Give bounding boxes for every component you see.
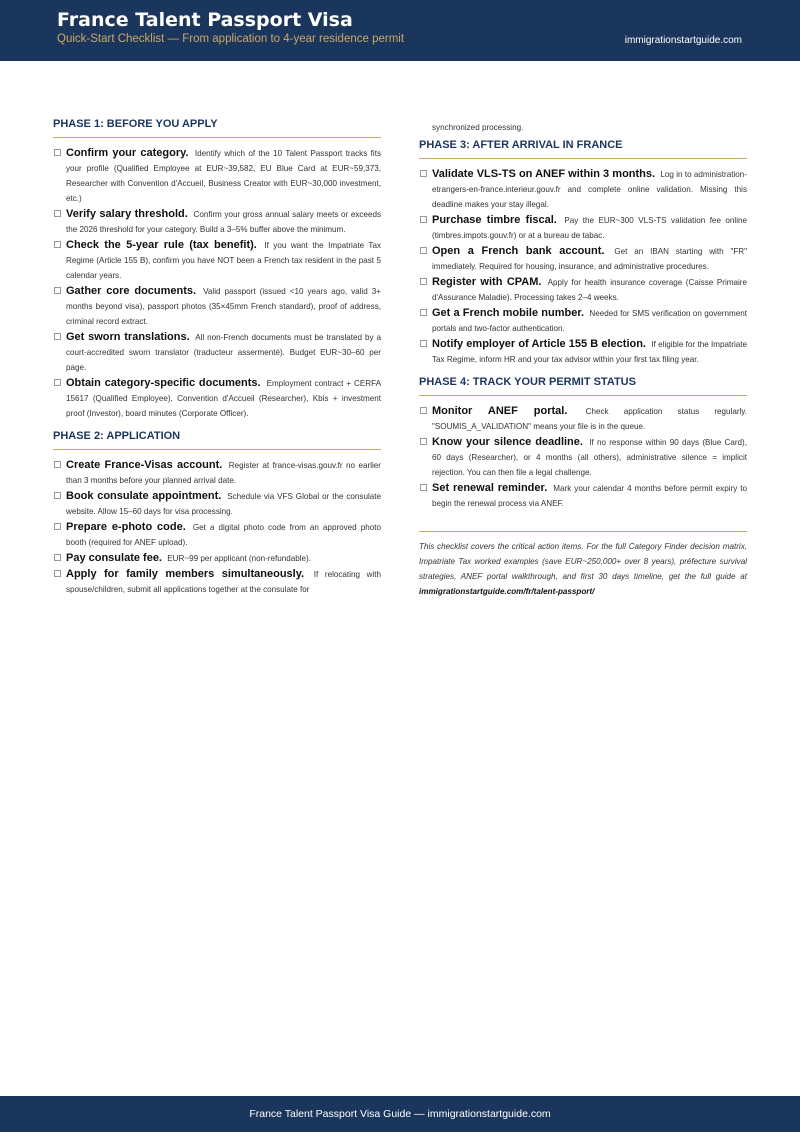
item-title: Register with CPAM. — [432, 276, 542, 288]
phase1-heading: PHASE 1: BEFORE YOU APPLY — [53, 118, 381, 138]
checkbox[interactable] — [54, 149, 61, 156]
checklist-item — [53, 489, 381, 519]
item-description: Get a digital photo code from an approved photo booth (required for ANEF upload). — [66, 523, 382, 547]
checklist-item — [419, 275, 747, 305]
item-description: Confirm your gross annual salary meets or exceeds the 2026 threshold for your category. Build a 3–5% buffer above the minimum. — [66, 210, 382, 234]
checklist-item — [419, 435, 747, 480]
item-title: Get sworn translations. — [66, 331, 190, 343]
item-description: EUR~99 per applicant (non-refundable). — [167, 554, 312, 563]
item-description: If you want the Impatriate Tax Regime (Article 155 B), confirm you have NOT been a French tax resident in the past 5 calendar years. — [66, 241, 382, 280]
item-title: Gather core documents. — [66, 285, 197, 297]
item-title: Pay consulate fee. — [66, 552, 162, 564]
item-description: Employment contract + CERFA 15617 (Qualified Employee), Convention d'Accueil (Researcher), Kbis + investment proof (Investor), board minutes (Corporate Officer). — [66, 379, 382, 418]
item-title: Apply for family members simultaneously. — [66, 568, 305, 580]
checklist-item — [419, 167, 747, 212]
header-site-link[interactable]: immigrationstartguide.com — [624, 35, 742, 46]
left-column — [53, 118, 381, 598]
footer-text: France Talent Passport Visa Guide — immigrationstartguide.com — [249, 1108, 551, 1120]
item-title: Verify salary threshold. — [66, 208, 188, 220]
checkbox[interactable] — [54, 333, 61, 340]
item-description: Needed for SMS verification on government portals and two-factor authentication. — [432, 309, 748, 333]
item-title: Know your silence deadline. — [432, 436, 583, 448]
checkbox[interactable] — [420, 216, 427, 223]
checkbox[interactable] — [54, 241, 61, 248]
guide-note — [419, 531, 747, 599]
item-title: Confirm your category. — [66, 147, 189, 159]
page-header — [0, 0, 800, 61]
page-title: France Talent Passport Visa — [57, 9, 353, 31]
checklist-item — [53, 284, 381, 329]
item-description: Mark your calendar 4 months before permit expiry to begin the renewal process via ANEF. — [432, 484, 748, 508]
checkbox[interactable] — [420, 407, 427, 414]
item-description: Pay the EUR~300 VLS-TS validation fee online (timbres.impots.gouv.fr) or at a bureau de tabac. — [432, 216, 747, 240]
item-description: Identify which of the 10 Talent Passport tracks fits your profile (Qualified Employee at EUR~39,582, EU Blue Card at EUR~59,373, Researcher with Convention d'Accueil, Business Creator with EUR~30,000 investment, etc.) — [66, 149, 381, 203]
item-description: Schedule via VFS Global or the consulate website. Allow 15–60 days for visa processing. — [66, 492, 381, 516]
item-title: Validate VLS-TS on ANEF within 3 months. — [432, 168, 656, 180]
checkbox[interactable] — [420, 438, 427, 445]
checklist-item — [419, 213, 747, 243]
checkbox[interactable] — [54, 523, 61, 530]
item-description: Log in to administration-etrangers-en-france.interieur.gouv.fr and complete online validation. Missing this deadline makes your stay illegal. — [432, 170, 747, 209]
checkbox[interactable] — [54, 210, 61, 217]
checkbox[interactable] — [420, 278, 427, 285]
checklist-item — [419, 404, 747, 434]
checkbox[interactable] — [54, 570, 61, 577]
item-title: Set renewal reminder. — [432, 482, 548, 494]
item-title: Obtain category-specific documents. — [66, 377, 261, 389]
page-subtitle: Quick-Start Checklist — From application to 4-year residence permit — [57, 33, 405, 45]
item-description: If no response within 90 days (Blue Card), 60 days (Researcher), or 4 months (all others), administrative silence = implicit rejection. You can then file a legal challenge. — [432, 438, 747, 477]
item-title: Create France-Visas account. — [66, 459, 223, 471]
guide-link[interactable]: immigrationstartguide.com/fr/talent-passport/ — [419, 587, 595, 596]
item-continuation: synchronized processing. — [432, 123, 524, 132]
checklist-item — [53, 520, 381, 550]
item-title: Book consulate appointment. — [66, 490, 222, 502]
item-title: Open a French bank account. — [432, 245, 605, 257]
right-column — [419, 120, 747, 599]
note-text: This checklist covers the critical action items. For the full Category Finder decision matrix, Impatriate Tax worked examples (save EUR~250,000+ over 8 years), préfecture survival strategies, ANEF portal walkthrough, and first 30 days timeline, get the full guide at — [419, 542, 747, 581]
item-title: Get a French mobile number. — [432, 307, 585, 319]
checkbox[interactable] — [54, 461, 61, 468]
page-footer — [0, 1096, 800, 1132]
item-description: Get an IBAN starting with "FR" immediately. Required for housing, insurance, and administrative procedures. — [432, 247, 747, 271]
item-title: Prepare e-photo code. — [66, 521, 186, 533]
checkbox[interactable] — [54, 287, 61, 294]
checklist-item — [53, 207, 381, 237]
checkbox[interactable] — [420, 247, 427, 254]
item-title: Check the 5-year rule (tax benefit). — [66, 239, 257, 251]
phase4-heading: PHASE 4: TRACK YOUR PERMIT STATUS — [419, 376, 747, 396]
checkbox[interactable] — [54, 492, 61, 499]
checklist-item — [53, 567, 381, 597]
checklist-item — [53, 330, 381, 375]
item-description: All non-French documents must be translated by a court-accredited sworn translator (traducteur assermenté). Budget EUR~30–60 per page. — [66, 333, 381, 372]
checkbox[interactable] — [420, 340, 427, 347]
phase3-heading: PHASE 3: AFTER ARRIVAL IN FRANCE — [419, 139, 747, 159]
checkbox[interactable] — [54, 379, 61, 386]
checklist-item — [419, 306, 747, 336]
checklist-item — [53, 551, 381, 566]
item-description: If eligible for the Impatriate Tax Regime, inform HR and your tax advisor within your first tax filing year. — [432, 340, 748, 364]
checklist-item — [419, 337, 747, 367]
item-description: Check application status regularly. "SOUMIS_A_VALIDATION" means your file is in the queue. — [432, 407, 748, 431]
checkbox[interactable] — [420, 170, 427, 177]
item-description: Valid passport (issued <10 years ago, valid 3+ months beyond visa), passport photos (35×45mm French standard), proof of address, criminal record extract. — [66, 287, 381, 326]
item-title: Notify employer of Article 155 B election. — [432, 338, 646, 350]
checkbox[interactable] — [54, 554, 61, 561]
item-description: Apply for health insurance coverage (Caisse Primaire d'Assurance Maladie). Processing takes 2–4 weeks. — [432, 278, 747, 302]
checklist-item — [419, 244, 747, 274]
checklist-item — [53, 458, 381, 488]
checklist-item — [419, 481, 747, 511]
item-description: If relocating with spouse/children, submit all applications together at the consulate for — [66, 570, 382, 594]
checklist-item — [53, 238, 381, 283]
item-title: Monitor ANEF portal. — [432, 405, 568, 417]
checklist-item — [53, 376, 381, 421]
checkbox[interactable] — [420, 484, 427, 491]
checklist-item — [53, 146, 381, 206]
item-title: Purchase timbre fiscal. — [432, 214, 557, 226]
checkbox[interactable] — [420, 309, 427, 316]
phase2-heading: PHASE 2: APPLICATION — [53, 430, 381, 450]
item-description: Register at france-visas.gouv.fr no earlier than 3 months before your planned arrival date. — [66, 461, 382, 485]
